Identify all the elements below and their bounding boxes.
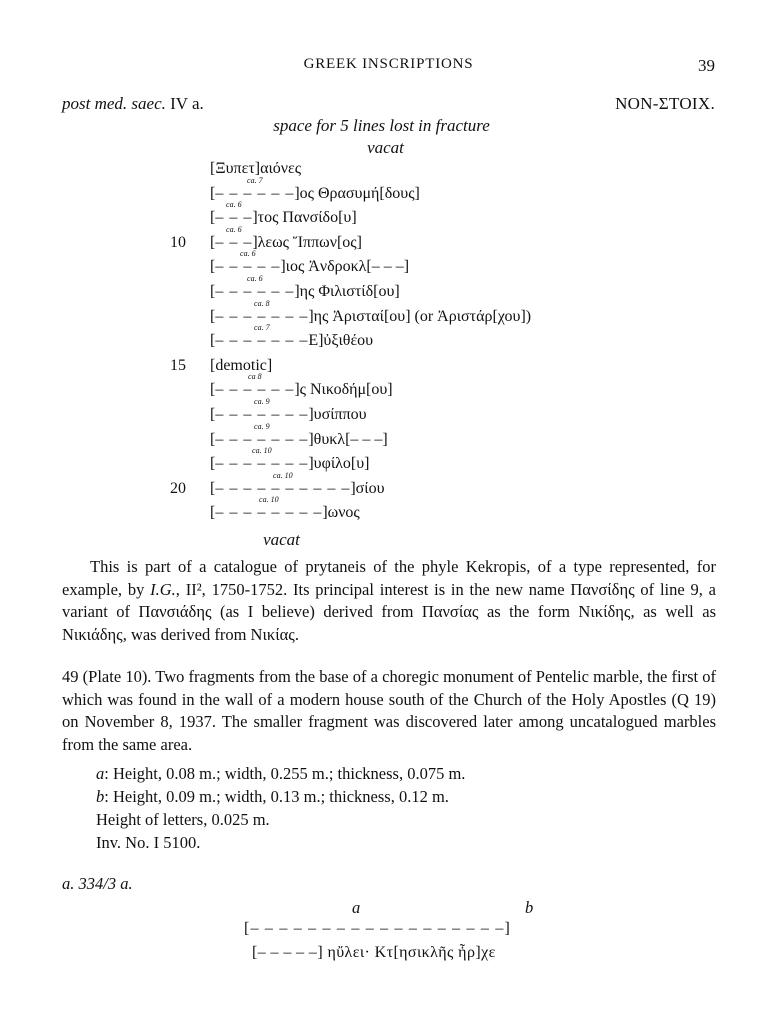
letter-count: ca. 6 — [226, 200, 242, 209]
running-head: GREEK INSCRIPTIONS — [303, 56, 474, 72]
measurement-a — [96, 764, 465, 784]
lacuna-dashes: – – – – – – – – – – — [215, 480, 351, 497]
entry-description: (Plate 10). Two fragments from the base of a choregic monument of Pentelic marble, the first of which was found in the wall of a modern house south of the Church of the Holy Apostles (Q 19) on November 8, 1937. The smaller fragment was discovered later among uncatalogued marbles from the same area. — [62, 667, 716, 754]
measurement-text: : Height, 0.09 m.; width, 0.13 m.; thickness, 0.12 m. — [104, 787, 449, 806]
line-text: Ε]ὐξιθέου — [308, 332, 374, 349]
letter-count: ca. 8 — [254, 299, 270, 308]
line-text: ]ιος Ἀνδροκλ[– – –] — [280, 258, 410, 275]
line-number: 10 — [170, 234, 186, 251]
line-text: ]υσίππου — [308, 406, 367, 423]
line-text: ]τος Πανσίδο[υ] — [252, 209, 357, 226]
line-prefix: [ — [210, 308, 216, 325]
letter-count: ca. 7 — [254, 323, 270, 332]
fragment-label-a: a — [352, 898, 361, 917]
fragment-date: a. 334/3 a. — [62, 874, 133, 893]
measurement-label: a — [96, 764, 105, 783]
line-prefix: [Ξυπετ]αιόνες — [210, 160, 302, 177]
inscription-date — [62, 94, 204, 114]
letter-count: ca. 6 — [226, 225, 242, 234]
date-text: post med. saec. — [62, 94, 166, 113]
letter-count: ca 8 — [248, 372, 262, 381]
letter-height: Height of letters, 0.025 m. — [96, 810, 270, 829]
inscription-line — [210, 323, 374, 350]
fragment-text-line-1: [– – – – – – – – – – – – – – – – – –] — [244, 920, 512, 937]
line-text: ]ς Νικοδήμ[ου] — [294, 381, 393, 398]
fragment-text-line-2: [– – – – –] ηὔλει· Κτ[ησικλῆς ἦρ]χε — [252, 944, 496, 961]
commentary-part-3: , II², 1750-1752. Its principal interest is in the new name Πανσίδης of line 9, a variant of Πανσιάδης (as I believe) derived from Πανσίας as the form Νικίδης, as well as Νικιάδης, was derived from Νικίας. — [62, 579, 717, 644]
lacuna-dashes: – – – – – – – — [215, 431, 309, 448]
line-text: ]ης Ἀρισταί[ου] (or Ἀριστάρ[χου]) — [308, 308, 532, 325]
commentary-paragraph — [62, 556, 716, 646]
lacuna-dashes: – – – — [215, 209, 253, 226]
line-text: ]σίου — [350, 480, 385, 497]
letter-count: ca. 9 — [254, 422, 270, 431]
line-prefix: [ — [210, 234, 216, 251]
page-number: 39 — [698, 56, 715, 75]
lacuna-dashes: – – – — [215, 234, 253, 251]
line-prefix: [ — [210, 406, 216, 423]
commentary-part-2: I.G. — [150, 579, 176, 599]
line-text: ]ος Θρασυμή[δους] — [294, 185, 420, 202]
letter-count: ca. 10 — [273, 471, 293, 480]
vacat-top: vacat — [367, 138, 404, 157]
line-prefix: [ — [210, 455, 216, 472]
line-prefix: [ — [210, 480, 216, 497]
line-prefix: [ — [210, 185, 216, 202]
lacuna-dashes: – – – – – – — [215, 381, 295, 398]
stoichedon-label: NON-ΣΤΟΙΧ. — [615, 94, 715, 113]
line-prefix: [demotic] — [210, 357, 273, 374]
line-text: ]ης Φιλιστίδ[ου] — [294, 283, 400, 300]
inventory-number: Inv. No. I 5100. — [96, 833, 201, 852]
measurement-text: : Height, 0.08 m.; width, 0.255 m.; thickness, 0.075 m. — [104, 764, 466, 783]
entry-number: 49 — [62, 667, 79, 686]
space-note: space for 5 lines lost in fracture — [273, 116, 490, 135]
letter-count: ca. 9 — [254, 397, 270, 406]
letter-count: ca. 6 — [247, 274, 263, 283]
lacuna-dashes: – – – – – – – — [215, 308, 309, 325]
letter-count: ca. 10 — [252, 446, 272, 455]
lacuna — [215, 495, 323, 522]
lacuna-dashes: – – – – – — [215, 258, 281, 275]
line-text: ]υφίλο[υ] — [308, 455, 370, 472]
vacat-bottom: vacat — [263, 530, 300, 549]
letter-count: ca. 10 — [259, 495, 279, 504]
line-text: ]ωνος — [322, 504, 360, 521]
line-prefix: [ — [210, 332, 216, 349]
line-text: ]λεως Ἵππων[ος] — [252, 234, 362, 251]
line-prefix: [ — [210, 504, 216, 521]
entry-49-paragraph — [62, 666, 716, 756]
line-text: ]θυκλ[– – –] — [308, 431, 388, 448]
lacuna-dashes: – – – – – – – — [215, 332, 309, 349]
measurement-b — [96, 787, 449, 807]
commentary-part-1: This is part of a catalogue of prytaneis of the phyle Kekropis, of a type represented, for example, by — [62, 557, 716, 599]
line-prefix: [ — [210, 381, 216, 398]
line-prefix: [ — [210, 283, 216, 300]
letter-count: ca. 6 — [240, 249, 256, 258]
line-number: 15 — [170, 357, 186, 374]
line-prefix: [ — [210, 431, 216, 448]
lacuna-dashes: – – – – – – – — [215, 406, 309, 423]
line-prefix: [ — [210, 258, 216, 275]
date-roman: IV a. — [170, 94, 204, 113]
measurement-label: b — [96, 787, 105, 806]
lacuna-dashes: – – – – – – — [215, 283, 295, 300]
lacuna-dashes: – – – – – – – — [215, 455, 309, 472]
lacuna-dashes: – – – – – – — [215, 185, 295, 202]
line-number: 20 — [170, 480, 186, 497]
letter-count: ca. 7 — [247, 176, 263, 185]
lacuna-dashes: – – – – – – – – — [215, 504, 323, 521]
lacuna — [215, 323, 309, 350]
fragment-label-b: b — [525, 898, 534, 917]
inscription-line — [210, 495, 360, 522]
line-prefix: [ — [210, 209, 216, 226]
